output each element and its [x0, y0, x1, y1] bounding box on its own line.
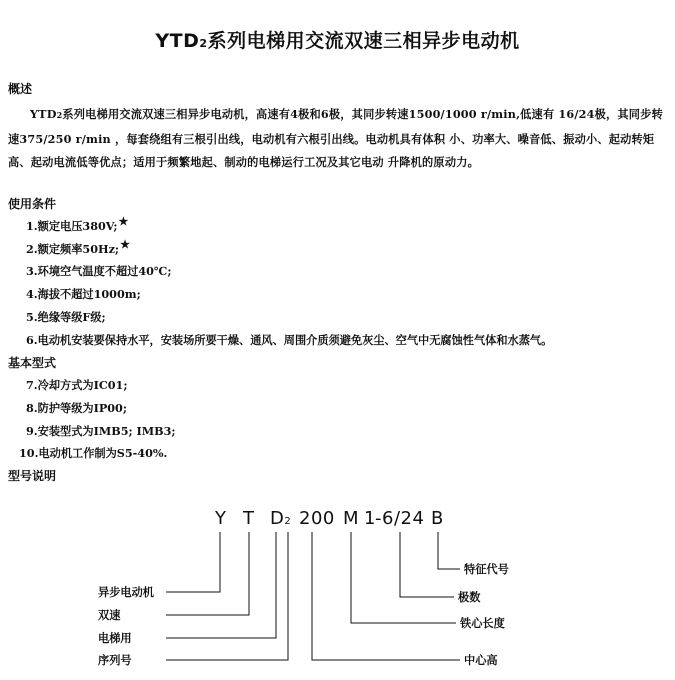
label-async-motor: 异步电动机 — [98, 585, 154, 599]
overview-p-rest: 系列电梯用交流双速三相异步电动机，高速有4极和6极，其同步转速1500/1000 r/min,低速有 16/24极，其同步转速375/250 r/min ，每套绕组有三根引出线，电动机有六根引出线。电动机具有体积 小、功率大、噪音低、振动小、起动转矩高、起动电流低等优点；适用于频繁地起、制动的电梯运行工况及其它电动 升降机的原动力。 — [8, 107, 663, 169]
connector-line — [438, 532, 460, 569]
basic-item: 9.安装型式为IMB5; IMB3; — [26, 424, 176, 438]
code-frame: 200 — [299, 508, 335, 529]
star-icon: ★ — [120, 238, 130, 251]
condition-item: 5.绝缘等级F级; — [26, 310, 106, 324]
condition-item: 2.额定频率50Hz;★ — [26, 238, 130, 256]
star-icon: ★ — [118, 215, 129, 228]
code-letter-m: M — [343, 508, 360, 529]
connector-line — [166, 532, 288, 660]
overview-heading: 概述 — [8, 82, 33, 96]
label-dual-speed: 双速 — [98, 608, 121, 622]
basic-heading: 基本型式 — [8, 356, 57, 370]
connector-line — [166, 532, 276, 638]
condition-item: 6.电动机安装要保持水平，安装场所要干燥、通风、周围介质须避免灰尘、空气中无腐蚀性气体和水蒸气。 — [26, 333, 553, 347]
connector-line — [166, 532, 220, 592]
code-letter-d: D2 — [270, 508, 292, 529]
code-poles: -6/24 — [375, 508, 425, 529]
conditions-heading: 使用条件 — [8, 197, 57, 211]
label-core-length: 铁心长度 — [460, 616, 505, 630]
condition-item: 4.海拔不超过1000m; — [26, 287, 141, 301]
title-rest: 系列电梯用交流双速三相异步电动机 — [207, 30, 520, 52]
code-letter-b: B — [431, 508, 444, 529]
connector-line — [166, 532, 249, 615]
label-poles: 极数 — [458, 590, 481, 604]
basic-item: 8.防护等级为IP00; — [26, 401, 127, 415]
label-elevator: 电梯用 — [98, 631, 132, 645]
connector-line — [400, 532, 454, 597]
connector-line — [351, 532, 456, 623]
code-letter-t: T — [243, 508, 255, 529]
title-main: YTD — [155, 30, 200, 52]
model-heading: 型号说明 — [8, 469, 57, 483]
condition-item: 3.环境空气温度不超过40℃; — [26, 264, 172, 278]
overview-p-start: YTD — [30, 107, 57, 121]
label-center-height: 中心高 — [464, 653, 498, 667]
label-series-no: 序列号 — [98, 653, 132, 667]
code-core: 1 — [364, 508, 376, 529]
condition-item: 1.额定电压380V;★ — [26, 215, 129, 233]
code-letter-y: Y — [215, 508, 227, 529]
overview-p-sub: 2 — [56, 110, 63, 120]
basic-item: 7.冷却方式为IC01; — [26, 378, 128, 392]
basic-item: 10.电动机工作制为S5-40%. — [19, 446, 168, 460]
label-feature-code: 特征代号 — [464, 562, 509, 576]
title-sub: 2 — [199, 37, 208, 50]
